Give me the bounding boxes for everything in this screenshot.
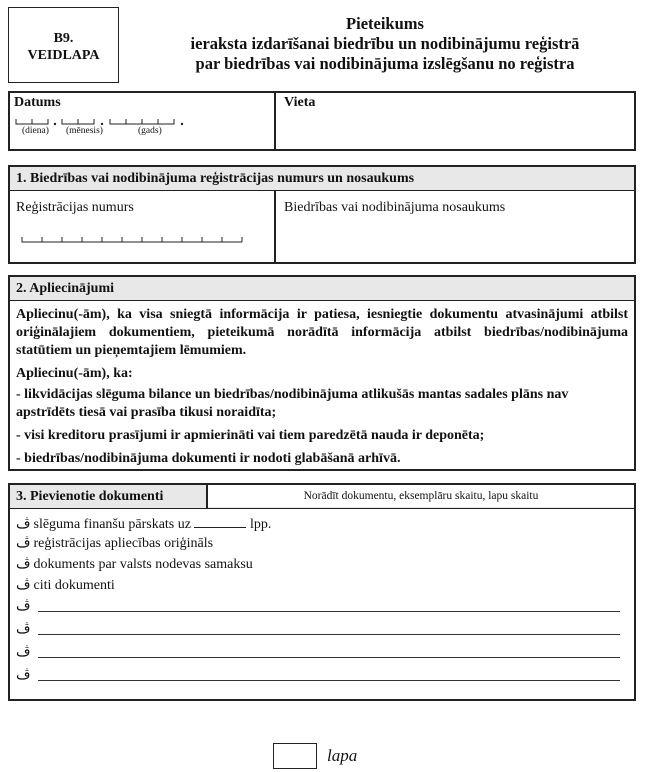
form-code-badge xyxy=(8,7,119,83)
doc-row-3 xyxy=(16,557,253,573)
doc1-checkbox-icon[interactable]: ڤ xyxy=(16,517,31,532)
confirmation-intro: Apliecinu(-ām), ka: xyxy=(16,366,133,381)
extra1-checkbox-icon[interactable]: ڤ xyxy=(16,599,31,614)
title-line-2: ieraksta izdarīšanai biedrību un nodibinājumu reģistrā xyxy=(190,34,580,53)
section1-divider xyxy=(274,191,276,262)
page-number-box[interactable] xyxy=(273,743,317,769)
title-line-3: par biedrības vai nodibinājuma izslēgšanu no reģistra xyxy=(195,54,575,73)
form-title xyxy=(140,14,630,74)
date-place-divider xyxy=(274,93,276,149)
section3-hint: Norādīt dokumentu, eksemplāru skaitu, lapu skaitu xyxy=(208,485,634,507)
doc2-label: reģistrācijas apliecības oriģināls xyxy=(33,536,214,551)
reg-number-label: Reģistrācijas numurs xyxy=(16,200,134,215)
extra-doc-line-4[interactable] xyxy=(38,680,620,681)
confirmation-paragraph: Apliecinu(-ām), ka visa sniegtā informācija ir patiesa, iesniegtie dokumentu atvasinājumi atbilst oriģinālajiem dokumentiem, pieteikumā norādītā informācija atbilst biedrības/nodibinājuma statūtiem un pieņemtajiem lēmumiem. xyxy=(16,307,628,358)
extra3-checkbox-icon[interactable]: ڤ xyxy=(16,645,31,660)
date-label: Datums xyxy=(14,95,61,110)
extra-doc-row-3 xyxy=(16,645,30,661)
month-caption: (mēnesis) xyxy=(66,126,103,136)
date-place-box xyxy=(8,91,636,151)
doc3-checkbox-icon[interactable]: ڤ xyxy=(16,557,31,572)
extra-doc-row-2 xyxy=(16,622,30,638)
extra-doc-line-1[interactable] xyxy=(38,611,620,612)
doc-row-2 xyxy=(16,536,213,552)
association-name-field[interactable] xyxy=(282,219,630,259)
extra2-checkbox-icon[interactable]: ڤ xyxy=(16,622,31,637)
section-attached-documents xyxy=(8,483,636,701)
day-caption: (diena) xyxy=(22,126,49,136)
place-field[interactable] xyxy=(282,113,630,147)
extra-doc-line-2[interactable] xyxy=(38,634,620,635)
doc1-prefix: slēguma finanšu pārskats uz xyxy=(33,517,191,532)
association-name-label: Biedrības vai nodibinājuma nosaukums xyxy=(284,200,506,215)
confirmation-item-3: - biedrības/nodibinājuma dokumenti ir nodoti glabāšanā arhīvā. xyxy=(16,451,401,466)
doc-row-1 xyxy=(16,515,271,533)
section3-header xyxy=(10,485,634,509)
form-word: VEIDLAPA xyxy=(27,48,100,63)
section-registration xyxy=(8,165,636,264)
title-line-1: Pieteikums xyxy=(346,14,424,33)
section1-title: 1. Biedrības vai nodibinājuma reģistrācijas numurs un nosaukums xyxy=(10,167,634,191)
confirmation-item-2: - visi kreditoru prasījumi ir apmierināti vai tiem paredzētā nauda ir deponēta; xyxy=(16,428,485,443)
extra-doc-row-4 xyxy=(16,668,30,684)
doc4-checkbox-icon[interactable]: ڤ xyxy=(16,578,31,593)
doc4-label: citi dokumenti xyxy=(33,578,115,593)
extra-doc-row-1 xyxy=(16,599,30,615)
doc2-checkbox-icon[interactable]: ڤ xyxy=(16,536,31,551)
doc1-pages-field[interactable] xyxy=(194,515,246,528)
confirmation-item-1: - likvidācijas slēguma bilance un biedrības/nodibinājuma atlikušās mantas sadales plāns nav apstrīdēts tiesā vai prasība tikusi noraidīta; xyxy=(16,387,569,420)
extra-doc-line-3[interactable] xyxy=(38,657,620,658)
place-label: Vieta xyxy=(284,95,316,110)
section-confirmations xyxy=(8,275,636,471)
doc-row-4 xyxy=(16,578,115,594)
doc1-suffix: lpp. xyxy=(249,517,272,532)
section2-title: 2. Apliecinājumi xyxy=(10,277,634,301)
extra4-checkbox-icon[interactable]: ڤ xyxy=(16,668,31,683)
page-word: lapa xyxy=(327,746,358,765)
year-caption: (gads) xyxy=(138,126,162,136)
reg-number-field[interactable] xyxy=(20,233,270,247)
form-code: B9. xyxy=(53,31,74,46)
section3-title: 3. Pievienotie dokumenti xyxy=(16,489,164,504)
doc3-label: dokuments par valsts nodevas samaksu xyxy=(33,557,253,572)
